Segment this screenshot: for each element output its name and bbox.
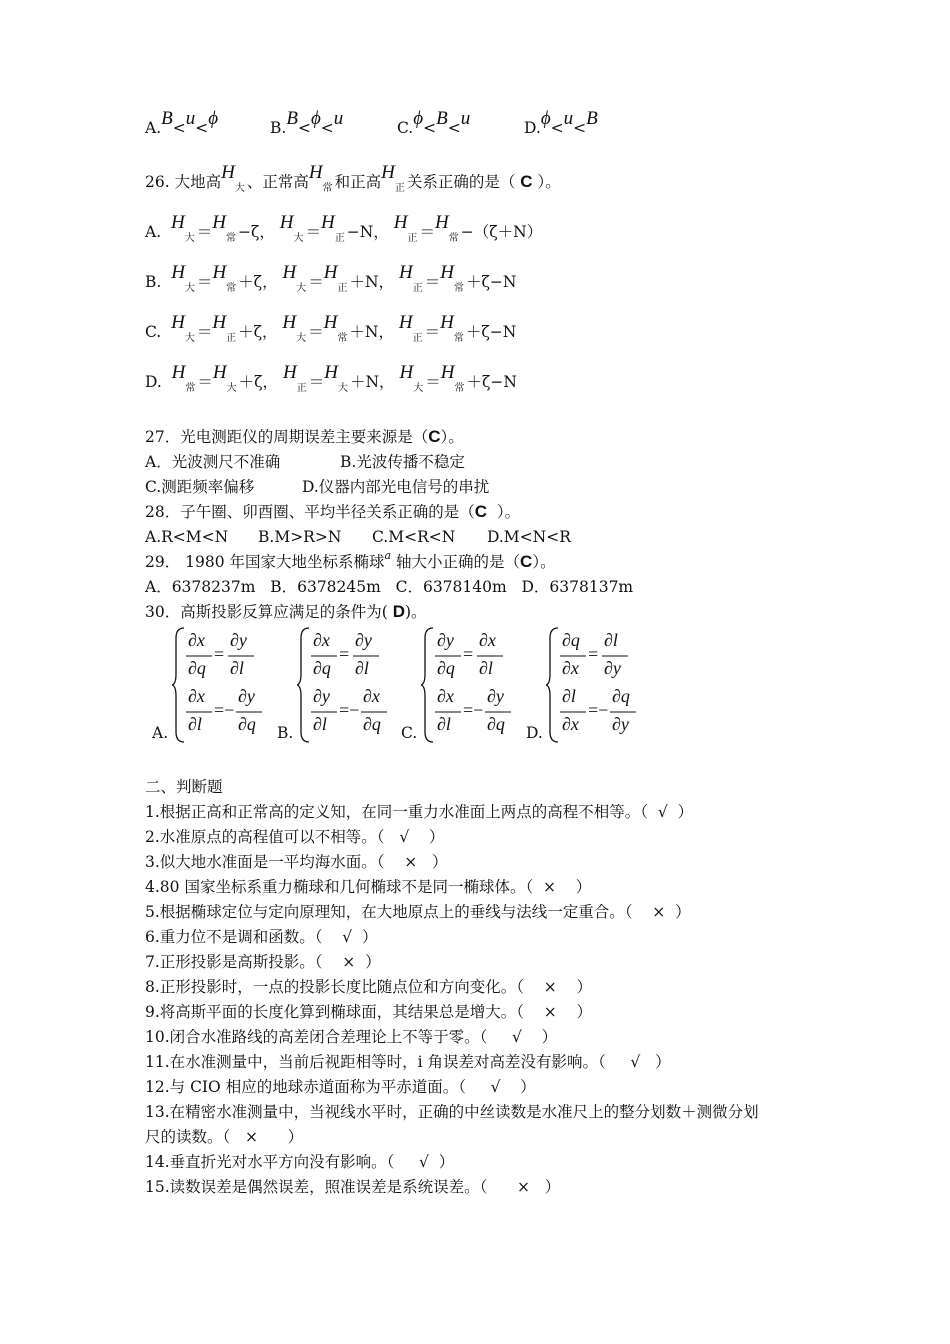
fraction-denominator: ∂q bbox=[487, 714, 505, 734]
fraction-numerator: ∂y bbox=[355, 630, 372, 650]
judgement-item: 2.水准原点的高程值可以不相等。（ √ ） bbox=[145, 828, 445, 846]
q25-option-d: D.ϕ<u<B bbox=[524, 108, 598, 137]
q29-stem: 29． 1980 年国家大地坐标系椭球$^a$ 轴大小正确的是（C）。 bbox=[145, 549, 556, 571]
judgement-item: 13.在精密水准测量中，当视线水平时，正确的中丝读数是水准尺上的整分划数＋测微分划 bbox=[145, 1103, 759, 1121]
q27-options-ab: A．光波测尺不准确 bbox=[145, 453, 281, 471]
judgement-item: 6.重力位不是调和函数。（ √ ） bbox=[145, 928, 378, 946]
fraction-denominator: ∂q bbox=[188, 658, 206, 678]
q28-option-b: B.M>R>N bbox=[258, 528, 342, 546]
answer-mark: D bbox=[392, 602, 405, 621]
equals-sign: =− bbox=[588, 700, 609, 720]
q27-option-c: C.测距频率偏移 bbox=[145, 478, 255, 496]
answer-mark: C bbox=[474, 502, 488, 521]
answer-mark: C bbox=[520, 552, 533, 571]
q26-option-a: A. $H_大 =H_常 -\zeta$， $H_大 =H_正 -N$， $H_正 =H_常 -(\zeta+N)$ bbox=[145, 212, 543, 244]
q30-stem: 30．高斯投影反算应满足的条件为( D)。 bbox=[145, 602, 427, 621]
fraction-numerator: ∂y bbox=[238, 686, 255, 706]
q26-option-b: B. $H_大 =H_常 +\zeta$， $H_大 =H_正 +N$， $H_正 =H_常 +\zeta-N$ bbox=[145, 262, 517, 294]
q29-options: A．6378237m B．6378245m C．6378140m D．6378137m bbox=[145, 578, 634, 596]
fraction-numerator: ∂x bbox=[188, 686, 205, 706]
answer-mark: C bbox=[520, 172, 533, 191]
q27-option-d: D.仪器内部光电信号的串扰 bbox=[302, 478, 490, 496]
q25-option-c: C.ϕ<B<u bbox=[397, 108, 471, 137]
q28-option-a: A.R<M<N bbox=[145, 528, 229, 546]
judgement-item: 8.正形投影时，一点的投影长度比随点位和方向变化。（ × ） bbox=[145, 978, 592, 996]
equals-sign: =− bbox=[339, 700, 360, 720]
fraction-numerator: ∂l bbox=[604, 630, 618, 650]
equals-sign: = bbox=[214, 644, 225, 664]
fraction-numerator: ∂y bbox=[437, 630, 454, 650]
q27-option-b: B.光波传播不稳定 bbox=[340, 453, 465, 471]
fraction-numerator: ∂x bbox=[437, 686, 454, 706]
judgement-item: 尺的读数。（ × ） bbox=[145, 1128, 304, 1146]
fraction-numerator: ∂y bbox=[230, 630, 247, 650]
fraction-denominator: ∂q bbox=[363, 714, 381, 734]
q28-stem: 28．子午圈、卯酉圈、平均半径关系正确的是（C ）。 bbox=[145, 502, 521, 521]
q28-option-d: D.M<N<R bbox=[487, 528, 571, 546]
fraction-numerator: ∂q bbox=[612, 686, 630, 706]
judgement-item: 14.垂直折光对水平方向没有影响。（ √ ） bbox=[145, 1153, 455, 1171]
judgement-item: 10.闭合水准路线的高差闭合差理论上不等于零。（ √ ） bbox=[145, 1028, 558, 1046]
q26-stem: 26. 大地高$H_大$ 、正常高$H_常$ 和正高$H_正$ 关系正确的是（ C ）。 bbox=[145, 162, 561, 194]
judgement-item: 12.与 CIO 相应的地球赤道面称为平赤道面。（ √ ） bbox=[145, 1078, 536, 1096]
fraction-denominator: ∂l bbox=[437, 714, 451, 734]
fraction-denominator: ∂x bbox=[562, 714, 579, 734]
judgement-item: 3.似大地水准面是一平均海水面。（ × ） bbox=[145, 853, 448, 871]
fraction-denominator: ∂q bbox=[313, 658, 331, 678]
equals-sign: =− bbox=[214, 700, 235, 720]
q27-stem: 27．光电测距仪的周期误差主要来源是（C）。 bbox=[145, 427, 464, 446]
fraction-denominator: ∂l bbox=[479, 658, 493, 678]
q30-option-label: C. bbox=[401, 724, 418, 742]
fraction-numerator: ∂x bbox=[479, 630, 496, 650]
fraction-numerator: ∂q bbox=[562, 630, 580, 650]
fraction-numerator: ∂y bbox=[313, 686, 330, 706]
q28-option-c: C.M<R<N bbox=[372, 528, 456, 546]
judgement-item: 9.将高斯平面的长度化算到椭球面，其结果总是增大。（ × ） bbox=[145, 1003, 592, 1021]
fraction-denominator: ∂l bbox=[313, 714, 327, 734]
q25-option-b: B.B<ϕ<u bbox=[270, 108, 344, 137]
q26-option-d: D. $H_常 =H_大 +\zeta$， $H_正 =H_大 +N$， $H_大 =H_常 +\zeta-N$ bbox=[145, 362, 517, 394]
fraction-numerator: ∂x bbox=[188, 630, 205, 650]
fraction-denominator: ∂y bbox=[604, 658, 621, 678]
equals-sign: = bbox=[339, 644, 350, 664]
fraction-denominator: ∂q bbox=[437, 658, 455, 678]
answer-mark: C bbox=[428, 427, 441, 446]
fraction-numerator: ∂l bbox=[562, 686, 576, 706]
fraction-numerator: ∂x bbox=[313, 630, 330, 650]
judgement-item: 1.根据正高和正常高的定义知，在同一重力水准面上两点的高程不相等。（ √ ） bbox=[145, 803, 694, 821]
fraction-denominator: ∂l bbox=[188, 714, 202, 734]
judgement-item: 7.正形投影是高斯投影。（ × ） bbox=[145, 953, 381, 971]
q25-option-a: A.B<u<ϕ bbox=[145, 108, 219, 137]
fraction-numerator: ∂y bbox=[487, 686, 504, 706]
fraction-denominator: ∂l bbox=[355, 658, 369, 678]
q26-option-c: C. $H_大 =H_正 +\zeta$， $H_大 =H_常 +N$， $H_正 =H_常 +\zeta-N$ bbox=[145, 312, 517, 344]
q30-option-label: A. bbox=[152, 724, 169, 742]
judgement-item: 15.读数误差是偶然误差，照准误差是系统误差。（ × ） bbox=[145, 1178, 561, 1196]
q30-system-d bbox=[546, 626, 686, 744]
fraction-denominator: ∂l bbox=[230, 658, 244, 678]
equals-sign: = bbox=[588, 644, 599, 664]
judgement-item: 4.80 国家坐标系重力椭球和几何椭球不是同一椭球体。（ × ） bbox=[145, 878, 592, 896]
fraction-numerator: ∂x bbox=[363, 686, 380, 706]
q30-option-label: D. bbox=[526, 724, 543, 742]
equals-sign: = bbox=[463, 644, 474, 664]
judgement-item: 5.根据椭球定位与定向原理知，在大地原点上的垂线与法线一定重合。（ × ） bbox=[145, 903, 691, 921]
fraction-denominator: ∂q bbox=[238, 714, 256, 734]
q30-option-label: B. bbox=[277, 724, 294, 742]
section-title: 二、判断题 bbox=[145, 778, 223, 796]
fraction-denominator: ∂y bbox=[612, 714, 629, 734]
equals-sign: =− bbox=[463, 700, 484, 720]
fraction-denominator: ∂x bbox=[562, 658, 579, 678]
judgement-item: 11.在水准测量中，当前后视距相等时，i 角误差对高差没有影响。（ √ ） bbox=[145, 1053, 671, 1071]
